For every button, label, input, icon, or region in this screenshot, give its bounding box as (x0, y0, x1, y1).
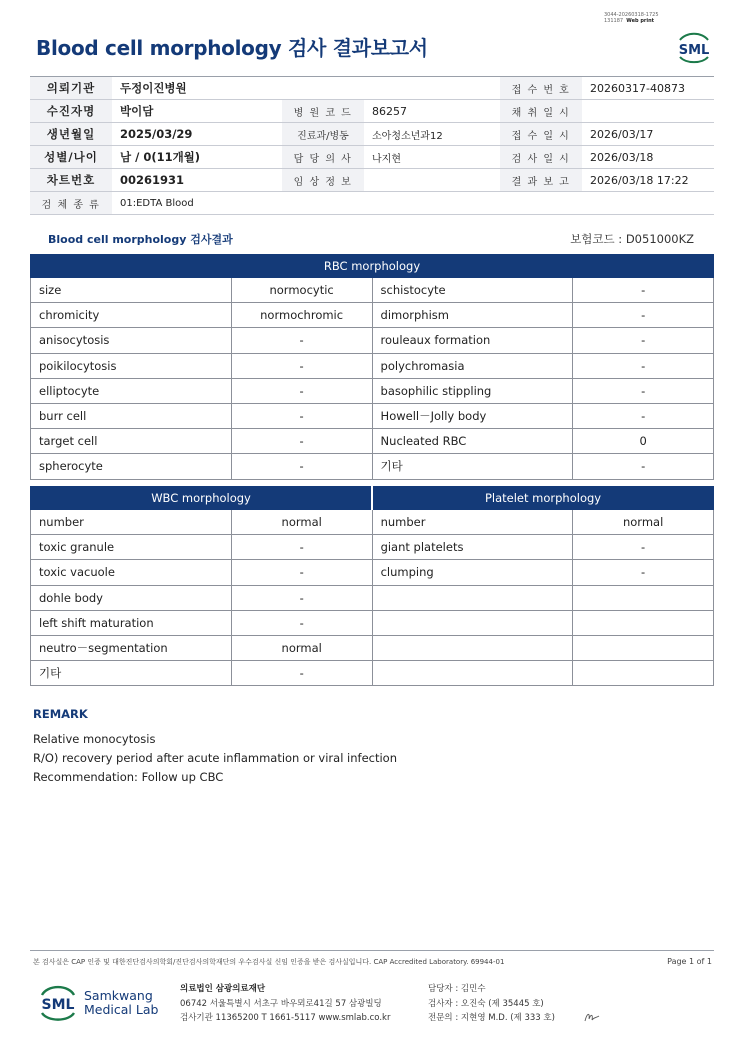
sml-footer-logo-icon (36, 980, 80, 1024)
item-value-cell: - (231, 610, 372, 635)
wbc-platelet-row (31, 635, 714, 660)
item-value-cell: - (231, 585, 372, 610)
info-row (30, 146, 714, 169)
item-value-cell: - (573, 278, 714, 303)
item-value-cell (573, 635, 714, 660)
item-name-cell: dimorphism (372, 303, 573, 328)
patient-info-table (30, 76, 714, 215)
item-name-cell: target cell (31, 429, 232, 454)
item-name-cell (372, 635, 573, 660)
item-value-cell: - (573, 535, 714, 560)
item-value-cell: - (573, 403, 714, 428)
info-label: 검 사 일 시 (500, 146, 582, 169)
rbc-row (31, 303, 714, 328)
info-row (30, 123, 714, 146)
item-name-cell: schistocyte (372, 278, 573, 303)
item-value-cell: - (231, 560, 372, 585)
info-label: 수진자명 (30, 100, 112, 123)
item-value-cell: - (231, 328, 372, 353)
signature-icon (582, 1010, 602, 1024)
item-value-cell: - (573, 353, 714, 378)
item-name-cell: left shift maturation (31, 610, 232, 635)
info-label: 성별/나이 (30, 146, 112, 169)
item-value-cell: - (573, 560, 714, 585)
item-value-cell: 0 (573, 429, 714, 454)
item-value-cell: - (231, 429, 372, 454)
item-name-cell: rouleaux formation (372, 328, 573, 353)
item-name-cell (372, 585, 573, 610)
info-label: 접 수 일 시 (500, 123, 582, 146)
staff-line: 담당자 : 김민수 (428, 984, 486, 994)
item-name-cell (372, 610, 573, 635)
info-value: 2026/03/17 (582, 123, 714, 146)
page-title: Blood cell morphology 검사 결과보고서 (36, 36, 428, 60)
item-name-cell: dohle body (31, 585, 232, 610)
info-value: 01:EDTA Blood (112, 192, 714, 215)
item-value-cell: - (573, 328, 714, 353)
rbc-row (31, 429, 714, 454)
page-number: Page 1 of 1 (667, 957, 712, 966)
remark-text (33, 730, 397, 787)
staff-line: 전문의 : 지현영 M.D. (제 333 호) (428, 1013, 555, 1023)
item-name-cell: basophilic stippling (372, 378, 573, 403)
info-label: 차트번호 (30, 169, 112, 192)
section-title: Blood cell morphology 검사결과 (48, 233, 233, 246)
rbc-row (31, 454, 714, 479)
org-name: 의료법인 삼광의료재단 (180, 984, 266, 994)
item-value-cell: - (573, 303, 714, 328)
rbc-row (31, 403, 714, 428)
wbc-platelet-row (31, 510, 714, 535)
item-value-cell: - (573, 378, 714, 403)
staff-line: 검사자 : 오진숙 (제 35445 호) (428, 998, 544, 1009)
item-name-cell: spherocyte (31, 454, 232, 479)
info-value: 남 / 0(11개월) (112, 146, 282, 169)
info-label: 채 취 일 시 (500, 100, 582, 123)
item-value-cell: normochromic (231, 303, 372, 328)
item-name-cell: neutro－segmentation (31, 635, 232, 660)
rbc-row (31, 378, 714, 403)
item-name-cell: 기타 (372, 454, 573, 479)
info-value: 2026/03/18 (582, 146, 714, 169)
item-value-cell (573, 661, 714, 686)
item-value-cell: normocytic (231, 278, 372, 303)
platelet-header: Platelet morphology (372, 487, 713, 510)
item-value-cell (573, 610, 714, 635)
item-value-cell: normal (231, 635, 372, 660)
info-value (364, 169, 500, 192)
footer-staff (428, 982, 555, 1026)
insurance-code: 보험코드 : D051000KZ (570, 232, 694, 246)
remark-line: Relative monocytosis (33, 732, 156, 746)
remark-line: R/O) recovery period after acute inflammation or viral infection (33, 751, 398, 765)
item-name-cell: number (31, 510, 232, 535)
footer-org-info (180, 982, 390, 1026)
item-name-cell: Nucleated RBC (372, 429, 573, 454)
remark-heading: REMARK (33, 707, 88, 721)
wbc-platelet-row (31, 585, 714, 610)
info-row (30, 100, 714, 123)
document-code: 3044-20260318-1725 131187 Web print (604, 12, 659, 24)
info-label: 검 체 종 류 (30, 192, 112, 215)
info-row (30, 192, 714, 215)
footer-brand: Samkwang Medical Lab (84, 988, 159, 1017)
info-value (582, 100, 714, 123)
info-label: 담 당 의 사 (282, 146, 364, 169)
item-value-cell: - (231, 454, 372, 479)
item-name-cell (372, 661, 573, 686)
item-name-cell: 기타 (31, 661, 232, 686)
item-name-cell: Howell－Jolly body (372, 403, 573, 428)
info-label: 임 상 정 보 (282, 169, 364, 192)
info-label: 의뢰기관 (30, 77, 112, 100)
item-name-cell: size (31, 278, 232, 303)
info-label: 생년월일 (30, 123, 112, 146)
org-contact: 검사기관 11365200 T 1661-5117 www.smlab.co.kr (180, 1013, 391, 1023)
item-value-cell: - (573, 454, 714, 479)
info-value: 00261931 (112, 169, 282, 192)
info-label: 진료과/병동 (282, 123, 364, 146)
item-name-cell: giant platelets (372, 535, 573, 560)
item-name-cell: anisocytosis (31, 328, 232, 353)
rbc-row (31, 328, 714, 353)
info-value: 2025/03/29 (112, 123, 282, 146)
item-name-cell: elliptocyte (31, 378, 232, 403)
wbc-platelet-table (30, 486, 714, 686)
wbc-platelet-row (31, 560, 714, 585)
item-value-cell: - (231, 353, 372, 378)
item-value-cell: - (231, 661, 372, 686)
item-name-cell: number (372, 510, 573, 535)
footer-logo-text: SML (41, 997, 75, 1013)
sml-logo-icon (674, 28, 714, 64)
wbc-platelet-row (31, 535, 714, 560)
item-name-cell: poikilocytosis (31, 353, 232, 378)
item-name-cell: toxic vacuole (31, 560, 232, 585)
item-name-cell: polychromasia (372, 353, 573, 378)
info-value: 두정이진병원 (112, 77, 500, 100)
item-name-cell: burr cell (31, 403, 232, 428)
item-value-cell: normal (231, 510, 372, 535)
remark-line: Recommendation: Follow up CBC (33, 770, 224, 784)
item-value-cell: - (231, 403, 372, 428)
info-row (30, 169, 714, 192)
info-value: 20260317-40873 (582, 77, 714, 100)
org-address: 06742 서울특별시 서초구 바우뫼로41길 57 삼광빌딩 (180, 998, 382, 1009)
item-name-cell: toxic granule (31, 535, 232, 560)
info-value: 소아청소년과12 (364, 123, 500, 146)
info-value: 2026/03/18 17:22 (582, 169, 714, 192)
item-name-cell: chromicity (31, 303, 232, 328)
rbc-row (31, 353, 714, 378)
item-value-cell: normal (573, 510, 714, 535)
footer-divider (30, 950, 714, 951)
logo-top-text: SML (678, 43, 710, 58)
info-label: 결 과 보 고 (500, 169, 582, 192)
info-value: 86257 (364, 100, 500, 123)
rbc-header: RBC morphology (31, 255, 714, 278)
certification-note: 본 검사실은 CAP 인증 및 대한진단검사의학회/진단검사의학재단의 우수검사실 신임 인증을 받은 검사실입니다. CAP Accredited Laboratory. 69944-01 (33, 958, 505, 966)
rbc-morphology-table (30, 254, 714, 480)
info-row (30, 77, 714, 100)
info-value: 나지현 (364, 146, 500, 169)
info-value: 박이담 (112, 100, 282, 123)
wbc-platelet-row (31, 610, 714, 635)
wbc-header: WBC morphology (31, 487, 373, 510)
item-value-cell: - (231, 535, 372, 560)
rbc-row (31, 278, 714, 303)
info-label: 접 수 번 호 (500, 77, 582, 100)
wbc-platelet-row (31, 661, 714, 686)
item-name-cell: clumping (372, 560, 573, 585)
item-value-cell (573, 585, 714, 610)
info-label: 병 원 코 드 (282, 100, 364, 123)
item-value-cell: - (231, 378, 372, 403)
